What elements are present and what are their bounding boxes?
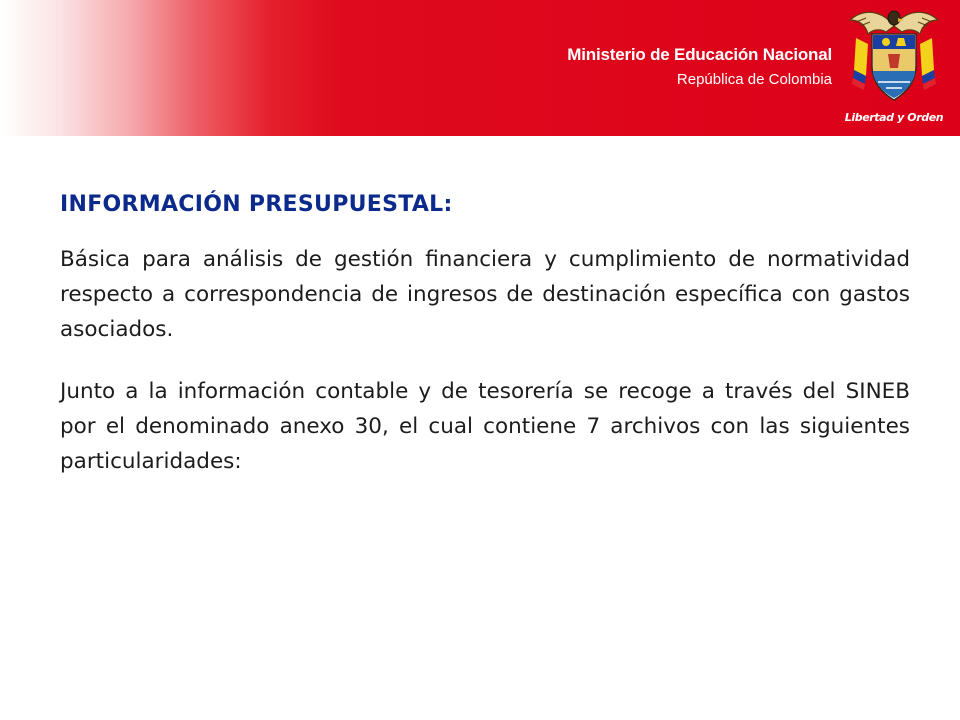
header-banner: [0, 0, 960, 136]
paragraph-sineb-annex: Junto a la información contable y de tesorería se recoge a través del SINEB por el denominado anexo 30, el cual contiene 7 archivos con las siguientes particularidades:: [60, 379, 910, 474]
paragraph-budget-info: Básica para análisis de gestión financiera y cumplimiento de normatividad respecto a correspondencia de ingresos de destinación específica con gastos asociados.: [60, 247, 910, 342]
coat-of-arms-icon: [842, 4, 946, 106]
coat-of-arms-logo: [842, 4, 946, 132]
content-area: [60, 190, 910, 506]
country-name: República de Colombia: [676, 71, 832, 88]
ministry-name: Ministerio de Educación Nacional: [567, 45, 832, 64]
motto-text: Libertad y Orden: [844, 111, 944, 124]
section-title: INFORMACIÓN PRESUPUESTAL:: [60, 192, 453, 217]
ministry-block: [567, 44, 832, 90]
